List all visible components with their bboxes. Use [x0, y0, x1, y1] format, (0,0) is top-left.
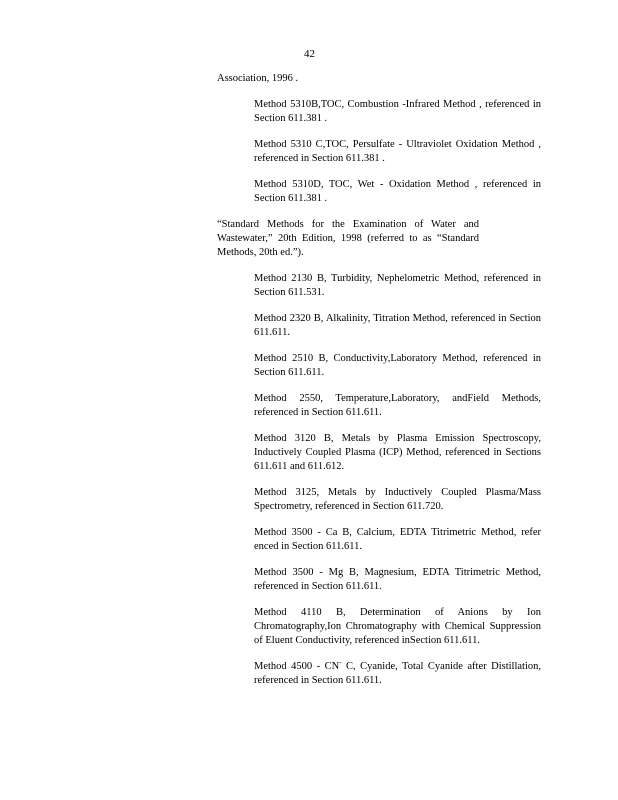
method-3120b: Method 3120 B, Metals by Plasma Emission Spectroscopy, Inductively Coupled Plasma (ICP) Method, referenced in Sections 611.611 and 611.612.	[254, 433, 541, 472]
toc-method-combustion: Method 5310B,TOC, Combustion -Infrared Method , referenced in Section 611.381 .	[254, 99, 541, 124]
association-line: Association, 1996 .	[217, 73, 299, 84]
method-4500-cn-c	[254, 660, 541, 688]
method-3500-mg-b: Method 3500 - Mg B, Magnesium, EDTA Titrimetric Method, referenced in Section 611.611.	[254, 567, 541, 592]
method-3125: Method 3125, Metals by Inductively Coupled Plasma/Mass Spectrometry, referenced in Section 611.720.	[254, 487, 541, 512]
cyanide-method-part2: C, Cyanide, Total Cyanide after Distillation, referenced in Section 611.611.	[254, 661, 541, 686]
cyanide-superscript: -	[339, 658, 342, 667]
page-number: 42	[304, 48, 315, 60]
page-content	[217, 72, 541, 700]
method-4110b: Method 4110 B, Determination of Anions by Ion Chromatography,Ion Chromatography with Chemical Suppression of Eluent Conductivity, referenced inSection 611.611.	[254, 607, 541, 646]
toc-method-persulfate: Method 5310 C,TOC, Persulfate - Ultraviolet Oxidation Method , referenced in Section 611.381 .	[254, 139, 541, 164]
cyanide-method-part1: Method 4500 - CN	[254, 661, 340, 672]
toc-method-wet-oxidation: Method 5310D, TOC, Wet - Oxidation Method , referenced in Section 611.381 .	[254, 179, 541, 204]
method-2130b: Method 2130 B, Turbidity, Nephelometric Method, referenced in Section 611.531.	[254, 273, 541, 298]
method-2510b: Method 2510 B, Conductivity,Laboratory Method, referenced in Section 611.611.	[254, 353, 541, 378]
standard-methods-intro: “Standard Methods for the Examination of Water and Wastewater,” 20th Edition, 1998 (referred to as “Standard Methods, 20th ed.”).	[217, 219, 479, 258]
method-2320b: Method 2320 B, Alkalinity, Titration Method, referenced in Section 611.611.	[254, 313, 541, 338]
method-3500-ca-b: Method 3500 - Ca B, Calcium, EDTA Titrimetric Method, refer enced in Section 611.611.	[254, 527, 541, 552]
method-2550: Method 2550, Temperature,Laboratory, andField Methods, referenced in Section 611.611.	[254, 393, 541, 418]
